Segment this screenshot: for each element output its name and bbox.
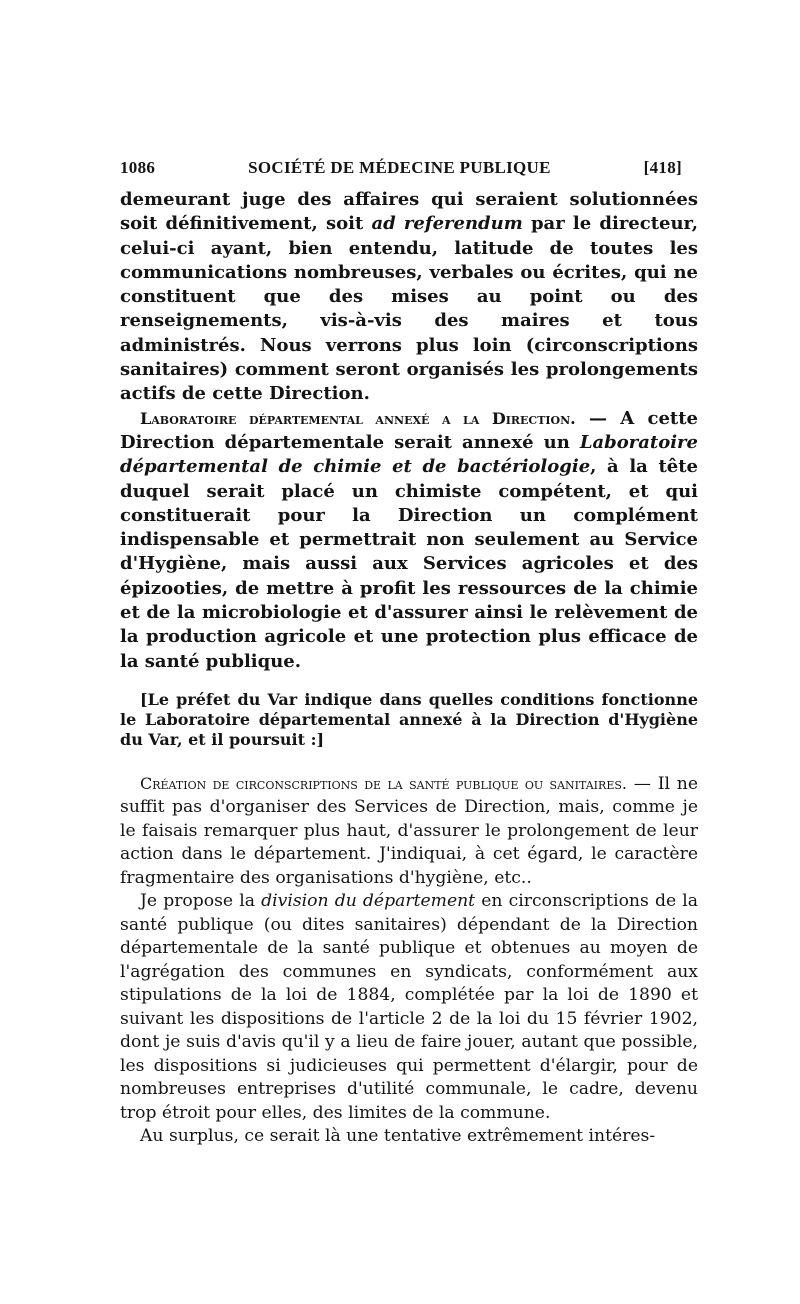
body-text	[120, 188, 698, 1149]
normal-text-block	[120, 772, 698, 1149]
section-heading-laboratoire: Laboratoire départemental annexé a la Direction.	[140, 408, 576, 428]
paragraph-direction	[120, 188, 698, 407]
paragraph-division-text-1: Je propose la	[140, 891, 262, 912]
editorial-note: [Le préfet du Var indique dans quelles conditions fonctionne le Laboratoire départemental annexé à la Direction d'Hygiène du Var, et il poursuit :]	[120, 689, 698, 749]
paragraph-laboratoire-text-1: — A cette Direction départementale serait annexé un	[120, 407, 698, 453]
section-heading-circonscriptions: Création de circonscriptions de la santé publique ou sanitaires.	[140, 773, 627, 793]
paragraph-direction-text-1: demeurant juge des affaires qui seraient solutionnées soit définitivement, soit	[120, 189, 698, 235]
paragraph-circonscriptions	[120, 772, 698, 891]
paragraph-surplus-text: Au surplus, ce serait là une tentative extrêmement intéres-	[140, 1126, 656, 1147]
paragraph-division-italic: division du département	[261, 891, 476, 912]
paragraph-laboratoire	[120, 407, 698, 674]
paragraph-direction-text-2: par le directeur, celui-ci ayant, bien entendu, latitude de toutes les communications nombreuses, verbales ou écrites, qui ne constituent que des mises au point ou des renseignements, vis-à-vis des maires et tous administrés. Nous verrons plus loin (circonscriptions sanitaires) comment seront organisés les prolongements actifs de cette Direction.	[120, 213, 699, 405]
paragraph-division-text-2: en circonscriptions de la santé publique (ou dites sanitaires) dépendant de la Direction départementale de la santé publique et obtenues au moyen de l'agrégation des communes en syndicats, conformément aux stipulations de la loi de 1884, complétée par la loi de 1890 et suivant les dispositions de l'article 2 de la loi du 15 février 1902, dont je suis d'avis qu'il y a lieu de faire jouer, autant que possible, les dispositions si judicieuses qui permettent d'élargir, pour de nombreuses entreprises d'utilité communale, le cadre, devenu trop étroit pour elles, des limites de la commune.	[120, 891, 699, 1123]
paragraph-surplus	[120, 1125, 698, 1149]
paragraph-laboratoire-text-2: , à la tête duquel serait placé un chimiste compétent, et qui constituerait pour la Direction un complément indispensable et permettrait non seulement au Service d'Hygiène, mais aussi aux Services agricoles et des épizooties, de mettre à profit les ressources de la chimie et de la microbiologie et d'assurer ainsi le relèvement de la production agricole et une protection plus efficace de la santé publique.	[120, 456, 698, 672]
running-header	[120, 158, 682, 178]
paragraph-direction-italic: ad referendum	[371, 213, 523, 235]
paragraph-circonscriptions-text: — Il ne suffit pas d'organiser des Services de Direction, mais, comme je le faisais remarquer plus haut, d'assurer le prolongement de leur action dans le département. J'indiquai, à cet égard, le caractère fragmentaire des organisations d'hygiène, etc..	[120, 773, 698, 888]
running-title: SOCIÉTÉ DE MÉDECINE PUBLIQUE	[248, 158, 551, 177]
paragraph-laboratoire-italic: Laboratoire départemental de chimie et de bactériologie	[120, 431, 698, 478]
paragraph-division	[120, 890, 698, 1125]
page-number: 1086	[120, 158, 156, 177]
bracket-page-number: [418]	[643, 158, 682, 177]
